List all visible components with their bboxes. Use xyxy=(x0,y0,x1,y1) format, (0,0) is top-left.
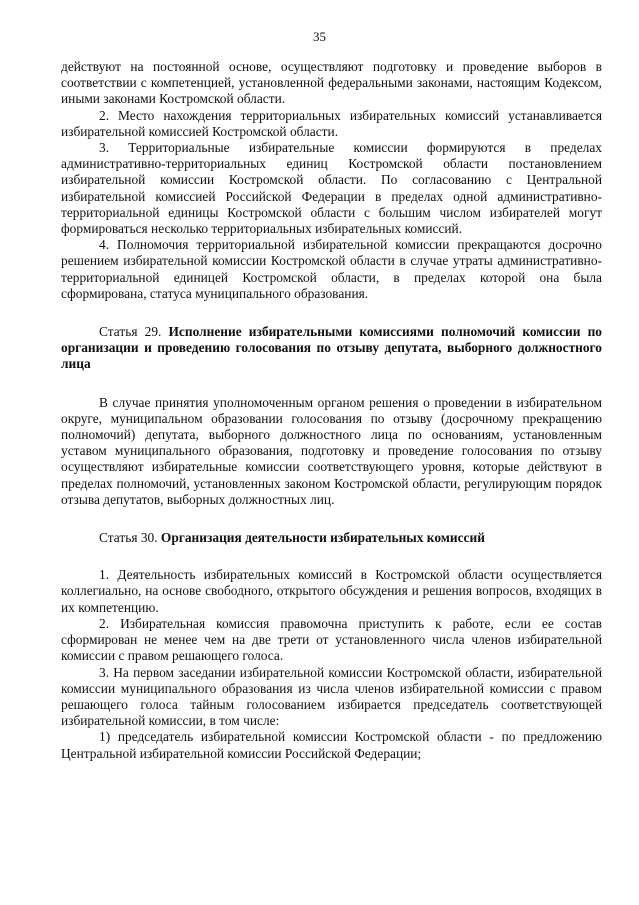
article-30-item-2: 2. Избирательная комиссия правомочна приступить к работе, если ее состав сформирован не менее чем на две трети от установленного числа членов избирательной комиссии с правом решающего голоса. xyxy=(61,615,602,664)
article-29-heading xyxy=(61,324,602,373)
paragraph-item-2: 2. Место нахождения территориальных избирательных комиссий устанавливается избирательной комиссией Костромской области. xyxy=(61,107,602,139)
document-body xyxy=(61,59,602,762)
article-29-body: В случае принятия уполномоченным органом решения о проведении в избирательном округе, муниципальном образовании голосования по отзыву (досрочному прекращению полномочий) депутата, выборного должностного лица по основаниям, установленным уставом муниципального образования, подготовку и проведение голосования по отзыву осуществляют избирательные комиссии соответствующего уровня, которые действуют в пределах полномочий, установленных законом Костромской области, регулирующим порядок отзыва депутатов, выборных должностных лиц. xyxy=(61,394,602,507)
paragraph-continuation: действуют на постоянной основе, осуществляют подготовку и проведение выборов в соответствии с компетенцией, установленной федеральными законами, настоящим Кодексом, иными законами Костромской области. xyxy=(61,59,602,107)
article-29-title: Исполнение избирательными комиссиями полномочий комиссии по организации и проведению голосования по отзыву депутата, выборного должностного лица xyxy=(61,324,602,372)
article-30-heading xyxy=(61,530,602,546)
article-30-item-3: 3. На первом заседании избирательной комиссии Костромской области, избирательной комиссии муниципального образования из числа членов избирательной комиссии с правом решающего голоса тайным голосованием избирается председатель соответствующей избирательной комиссии, в том числе: xyxy=(61,664,602,729)
article-30-subitem-1: 1) председатель избирательной комиссии Костромской области - по предложению Центральной избирательной комиссии Российской Федерации; xyxy=(61,729,602,761)
article-29-label: Статья 29. xyxy=(99,324,169,340)
paragraph-item-3: 3. Территориальные избирательные комиссии формируются в пределах административно-территориальных единиц Костромской области постановлением избирательной комиссии Костромской области. По согласованию с Центральной избирательной комиссией Российской Федерации в пределах одной административно-территориальной единицы Костромской области с большим числом избирателей могут формироваться несколько территориальных избирательных комиссий. xyxy=(61,140,602,237)
article-30-item-1: 1. Деятельность избирательных комиссий в Костромской области осуществляется коллегиально, на основе свободного, открытого обсуждения и решения вопросов, входящих в их компетенцию. xyxy=(61,567,602,615)
article-30-label: Статья 30. xyxy=(99,530,161,546)
article-30-title: Организация деятельности избирательных комиссий xyxy=(160,530,485,546)
paragraph-item-4: 4. Полномочия территориальной избирательной комиссии прекращаются досрочно решением избирательной комиссии Костромской области в случае утраты административно-территориальной единицей Костромской области, в пределах которой она была сформирована, статуса муниципального образования. xyxy=(61,237,602,301)
page-number: 35 xyxy=(313,29,326,44)
